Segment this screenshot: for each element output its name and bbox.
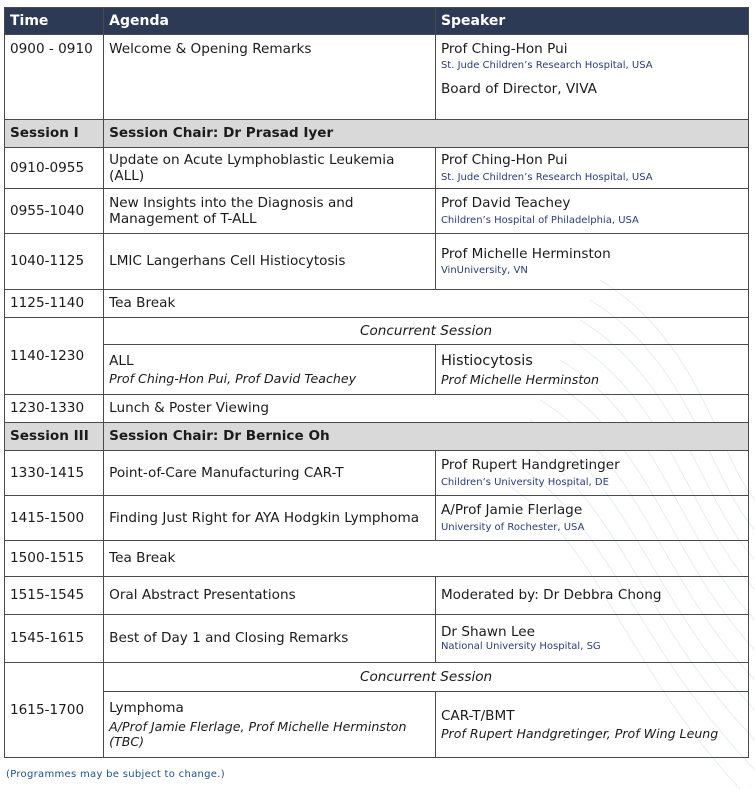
agenda-cell: Best of Day 1 and Closing Remarks <box>104 615 436 663</box>
time-cell: 0955-1040 <box>5 189 104 234</box>
session-chair: Session Chair: Dr Bernice Oh <box>104 423 749 451</box>
track-speakers: Prof Ching-Hon Pui, Prof David Teachey <box>109 371 357 387</box>
session-label: Session I <box>5 120 104 148</box>
track-cell <box>104 692 436 758</box>
agenda-cell: New Insights into the Diagnosis and Management of T-ALL <box>104 189 436 234</box>
header-agenda: Agenda <box>104 8 436 35</box>
time-cell: 1330-1415 <box>5 451 104 496</box>
table-row <box>5 395 749 423</box>
table-row <box>5 290 749 318</box>
time-cell: 1545-1615 <box>5 615 104 663</box>
header-time: Time <box>5 8 104 35</box>
time-cell: 1515-1545 <box>5 577 104 615</box>
agenda-table <box>4 7 749 758</box>
speaker-role: Board of Director, VIVA <box>440 81 597 98</box>
table-row <box>5 615 749 663</box>
table-row <box>5 35 749 120</box>
speaker-name: Prof Ching-Hon Pui <box>440 152 568 169</box>
speaker-name: A/Prof Jamie Flerlage <box>440 502 583 519</box>
track-title: CAR-T/BMT <box>440 707 515 724</box>
speaker-institution: University of Rochester, USA <box>440 521 585 533</box>
speaker-institution: St. Jude Children’s Research Hospital, USA <box>440 171 653 183</box>
speaker-name: Prof Michelle Herminston <box>440 245 611 262</box>
agenda-cell: Lunch & Poster Viewing <box>104 395 749 423</box>
table-row <box>5 345 749 395</box>
speaker-cell <box>435 615 748 663</box>
agenda-cell: Welcome & Opening Remarks <box>104 35 436 120</box>
track-cell <box>435 692 748 758</box>
track-cell <box>104 345 436 395</box>
session-row <box>5 423 749 451</box>
concurrent-session-label: Concurrent Session <box>104 318 749 345</box>
track-speakers: Prof Rupert Handgretinger, Prof Wing Leung <box>440 726 719 742</box>
speaker-cell <box>435 234 748 290</box>
track-title: Histiocytosis <box>440 352 533 370</box>
session-chair: Session Chair: Dr Prasad Iyer <box>104 120 749 148</box>
speaker-name: Prof David Teachey <box>440 195 571 212</box>
table-row <box>5 692 749 758</box>
track-title: ALL <box>109 352 134 369</box>
time-cell: 0910-0955 <box>5 148 104 189</box>
speaker-cell <box>435 451 748 496</box>
agenda-cell: Update on Acute Lymphoblastic Leukemia (ALL) <box>104 148 436 189</box>
session-row <box>5 120 749 148</box>
table-row <box>5 451 749 496</box>
speaker-name: Prof Ching-Hon Pui <box>440 41 568 57</box>
table-row <box>5 234 749 290</box>
track-cell <box>435 345 748 395</box>
speaker-institution: St. Jude Children’s Research Hospital, USA <box>440 60 653 72</box>
concurrent-session-label: Concurrent Session <box>104 663 749 692</box>
time-cell: 1040-1125 <box>5 234 104 290</box>
track-speakers: Prof Michelle Herminston <box>440 371 599 387</box>
table-row <box>5 148 749 189</box>
time-cell: 0900 - 0910 <box>5 35 104 120</box>
agenda-cell: Finding Just Right for AYA Hodgkin Lymphoma <box>104 496 436 541</box>
header-speaker: Speaker <box>435 8 748 35</box>
time-cell: 1230-1330 <box>5 395 104 423</box>
agenda-cell: LMIC Langerhans Cell Histiocytosis <box>104 234 436 290</box>
agenda-cell: Tea Break <box>104 541 749 577</box>
time-cell: 1615-1700 <box>5 663 104 758</box>
time-cell: 1500-1515 <box>5 541 104 577</box>
table-row <box>5 541 749 577</box>
track-title: Lymphoma <box>109 700 184 717</box>
speaker-cell <box>435 35 748 120</box>
table-row <box>5 496 749 541</box>
speaker-cell <box>435 189 748 234</box>
speaker-institution: Children’s Hospital of Philadelphia, USA <box>440 214 639 226</box>
time-cell: 1140-1230 <box>5 318 104 395</box>
speaker-name: Dr Shawn Lee <box>440 623 536 640</box>
speaker-institution: National University Hospital, SG <box>440 641 601 653</box>
speaker-cell: Moderated by: Dr Debbra Chong <box>435 577 748 615</box>
speaker-name: Prof Rupert Handgretinger <box>440 457 620 474</box>
agenda-cell: Point-of-Care Manufacturing CAR-T <box>104 451 436 496</box>
time-cell: 1125-1140 <box>5 290 104 318</box>
table-header-row <box>5 8 749 35</box>
speaker-institution: VinUniversity, VN <box>440 265 528 277</box>
table-row <box>5 318 749 345</box>
footnote: (Programmes may be subject to change.) <box>6 769 225 780</box>
agenda-cell: Oral Abstract Presentations <box>104 577 436 615</box>
speaker-institution: Children’s University Hospital, DE <box>440 476 609 488</box>
table-row <box>5 663 749 692</box>
agenda-cell: Tea Break <box>104 290 749 318</box>
time-cell: 1415-1500 <box>5 496 104 541</box>
track-speakers: A/Prof Jamie Flerlage, Prof Michelle Herminston (TBC) <box>109 718 407 749</box>
speaker-cell <box>435 148 748 189</box>
table-row <box>5 189 749 234</box>
session-label: Session III <box>5 423 104 451</box>
table-row <box>5 577 749 615</box>
speaker-cell <box>435 496 748 541</box>
